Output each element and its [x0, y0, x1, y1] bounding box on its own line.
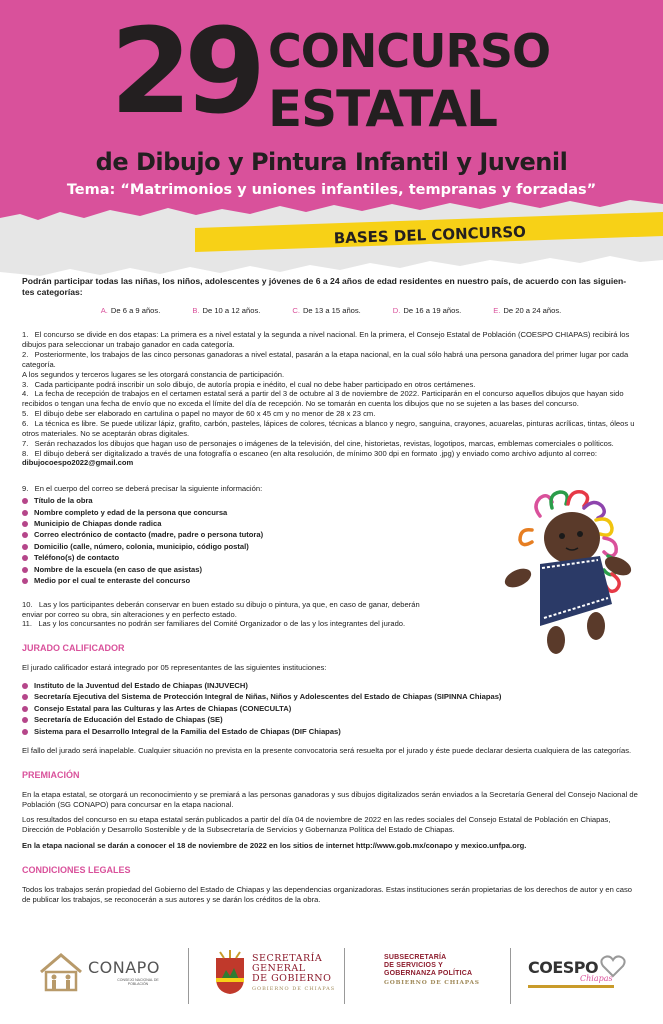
list-item: Título de la obra — [22, 496, 640, 506]
list-item: Secretaría Ejecutiva del Sistema de Protección Integral de Niñas, Niños y Adolescentes del Estado de Chiapas (SIPINNA Chiapas) — [22, 692, 640, 702]
rule-2: 2. Posteriormente, los trabajos de las cinco personas ganadoras a nivel estatal, pasarán a la etapa nacional, en la cual sólo habrá una persona ganadora del primer lugar por cada categoría. — [22, 349, 629, 369]
rule-9: 9. En el cuerpo del correo se deberá precisar la siguiente información: — [22, 484, 263, 494]
title-line-1: CONCURSO — [268, 24, 551, 78]
list-item: Consejo Estatal para las Culturas y las Artes de Chiapas (CONECULTA) — [22, 704, 640, 714]
theme: Tema: “Matrimonios y uniones infantiles, tempranas y forzadas” — [66, 182, 597, 198]
list-item: Medio por el cual te enteraste del concurso — [22, 576, 640, 586]
conapo-name: CONAPO — [88, 958, 160, 977]
rule-1: 1. El concurso se divide en dos etapas: La primera es a nivel estatal y la segunda a nivel nacional. En la primera, el Consejo Estatal de Población (COESPO CHIAPAS) recibirá los dibujos para seleccionar un trabajo ganador en cada categoría. — [22, 330, 630, 350]
category-b: B. De 10 a 12 años. — [192, 306, 261, 316]
rule-6: 6. La técnica es libre. Se puede utilizar lápiz, grafito, carbón, pasteles, lápices de colores, técnicas a blanco y negro, sanguina, crayones, acuarelas, pinturas acrílicas, tintas, óleos u otros materiales. No se aceptarán obras digitales. — [22, 418, 635, 438]
category-d: D. De 16 a 19 años. — [392, 306, 462, 316]
award-paragraph-3: En la etapa nacional se darán a conocer el 18 de noviembre de 2022 en los sitios de internet http://www.gob.mx/conapo y mexico.unfpa.org. — [22, 841, 527, 851]
jury-note: El fallo del jurado será inapelable. Cualquier situación no prevista en la presente convocatoria será resuelta por el jurado y éste puede declarar desierta cualquiera de las categorías. — [22, 746, 632, 756]
jury-heading: JURADO CALIFICADOR — [22, 643, 125, 654]
list-item: Correo electrónico de contacto (madre, padre o persona tutora) — [22, 530, 640, 540]
chiapas-shield-icon — [212, 948, 248, 996]
category-a: A. De 6 a 9 años. — [100, 306, 161, 316]
coespo-subtitle: Chiapas — [580, 974, 613, 983]
rule-8: 8. El dibujo deberá ser digitalizado a través de una fotografía o escaneo (en alta resolución, de mínimo 300 dpi en formato .jpg) y enviado como archivo adjunto al correo: — [22, 448, 597, 458]
intro-text: Podrán participar todas las niñas, los niños, adolescentes y jóvenes de 6 a 24 años de edad residentes en nuestro país, de acuerdo con las siguien- tes categorías: — [22, 276, 627, 298]
edition-number: 29 — [110, 2, 259, 140]
rule-3: 3. Cada participante podrá inscribir un solo dibujo, de autoría propia e inédito, el cual no debe haber participado en otros certámenes. — [22, 379, 476, 389]
list-item: Nombre de la escuela (en caso de que asistas) — [22, 565, 640, 575]
divider — [344, 948, 345, 1004]
coespo-bar — [528, 985, 614, 988]
legal-text: Todos los trabajos serán propiedad del Gobierno del Estado de Chiapas y las dependencias organizadoras. Estas instituciones serán propietarias de los derechos de autor y en caso de publicar los trabajos, se reconocerán a sus autores y se darán los créditos de la obra. — [22, 884, 632, 904]
ssg-name: SUBSECRETARÍA DE SERVICIOS Y GOBERNANZA POLÍTICA GOBIERNO DE CHIAPAS — [384, 954, 480, 987]
rule-10: 10. Las y los participantes deberán conservar en buen estado su dibujo o pintura, ya que, en caso de ganar, deberán enviar por correo su obra, sin alteraciones y en perfecto estado. — [22, 599, 420, 619]
header-banner — [0, 0, 663, 230]
email-address[interactable]: dibujocoespo2022@gmail.com — [22, 458, 134, 468]
category-e: E. De 20 a 24 años. — [493, 306, 562, 316]
list-item: Secretaría de Educación del Estado de Chiapas (SE) — [22, 715, 640, 725]
jury-intro: El jurado calificador estará integrado por 05 representantes de las siguientes instituciones: — [22, 662, 327, 672]
list-item: Municipio de Chiapas donde radica — [22, 519, 640, 529]
award-heading: PREMIACIÓN — [22, 769, 80, 780]
rule-7: 7. Serán rechazados los dibujos que hagan uso de personajes o imágenes de la televisión, del cine, historietas, revistas, logotipos, marcas, emblemas comerciales o políticos. — [22, 438, 614, 448]
list-item: Nombre completo y edad de la persona que concursa — [22, 508, 640, 518]
list-item: Instituto de la Juventud del Estado de Chiapas (INJUVECH) — [22, 681, 640, 691]
award-paragraph-1: En la etapa estatal, se otorgará un reconocimiento y se premiará a las personas ganadoras y sus dibujos digitalizados serán enviados a la Secretaría General del Consejo Nacional de Población (SG CONAPO) para concursar en la etapa nacional. — [22, 789, 638, 809]
list-item: Domicilio (calle, número, colonia, municipio, código postal) — [22, 542, 640, 552]
torn-paper-strip — [0, 200, 663, 280]
rule-2-note: A los segundos y terceros lugares se les otorgará constancia de participación. — [22, 369, 285, 379]
title-line-2: ESTATAL — [268, 80, 497, 138]
legal-heading: CONDICIONES LEGALES — [22, 864, 131, 875]
subtitle: de Dibujo y Pintura Infantil y Juvenil — [95, 148, 568, 176]
rule-4: 4. La fecha de recepción de trabajos en el certamen estatal será a partir del 3 de octubre al 3 de noviembre de 2022. Participarán en el concurso aquellos dibujos que hayan sido recibidos o tengan una fecha de envío que no exceda el límite del día de recepción. No se tomarán en cuenta los dibujos que no se sujeten a las bases del concurso. — [22, 389, 624, 409]
rule-11: 11. Las y los concursantes no podrán ser familiares del Comité Organizador o de las y los integrantes del jurado. — [22, 619, 406, 629]
categories — [22, 306, 640, 316]
banner-text: BASES DEL CONCURSO — [333, 222, 527, 248]
conapo-subtitle: CONSEJO NACIONAL DE POBLACIÓN — [117, 978, 159, 987]
heart-icon — [600, 954, 626, 978]
coespo-name: COESPO — [528, 958, 599, 977]
jury-list — [22, 681, 640, 737]
rule-5: 5. El dibujo debe ser elaborado en cartulina o papel no mayor de 60 x 45 cm y no menor de 28 x 23 cm. — [22, 409, 376, 419]
category-c: C. De 13 a 15 años. — [292, 306, 361, 316]
list-item: Teléfono(s) de contacto — [22, 553, 640, 563]
doll-illustration — [500, 486, 650, 656]
sgg-name: SECRETARÍA GENERAL DE GOBIERNO GOBIERNO DE CHIAPAS — [252, 953, 336, 992]
divider — [188, 948, 189, 1004]
divider — [510, 948, 511, 1004]
list-item: Sistema para el Desarrollo Integral de la Familia del Estado de Chiapas (DIF Chiapas) — [22, 727, 640, 737]
award-paragraph-2: Los resultados del concurso en su etapa estatal serán publicados a partir del día 04 de noviembre de 2022 en las redes sociales del Consejo Estatal de Población en Chiapas, Dirección de Población y Desarrollo Sostenible y de la Subsecretaría de Servicios y Gobernanza Política del Estado de Chiapas. — [22, 815, 611, 835]
footer-logos — [0, 940, 663, 1024]
conapo-logo-icon — [38, 952, 84, 992]
